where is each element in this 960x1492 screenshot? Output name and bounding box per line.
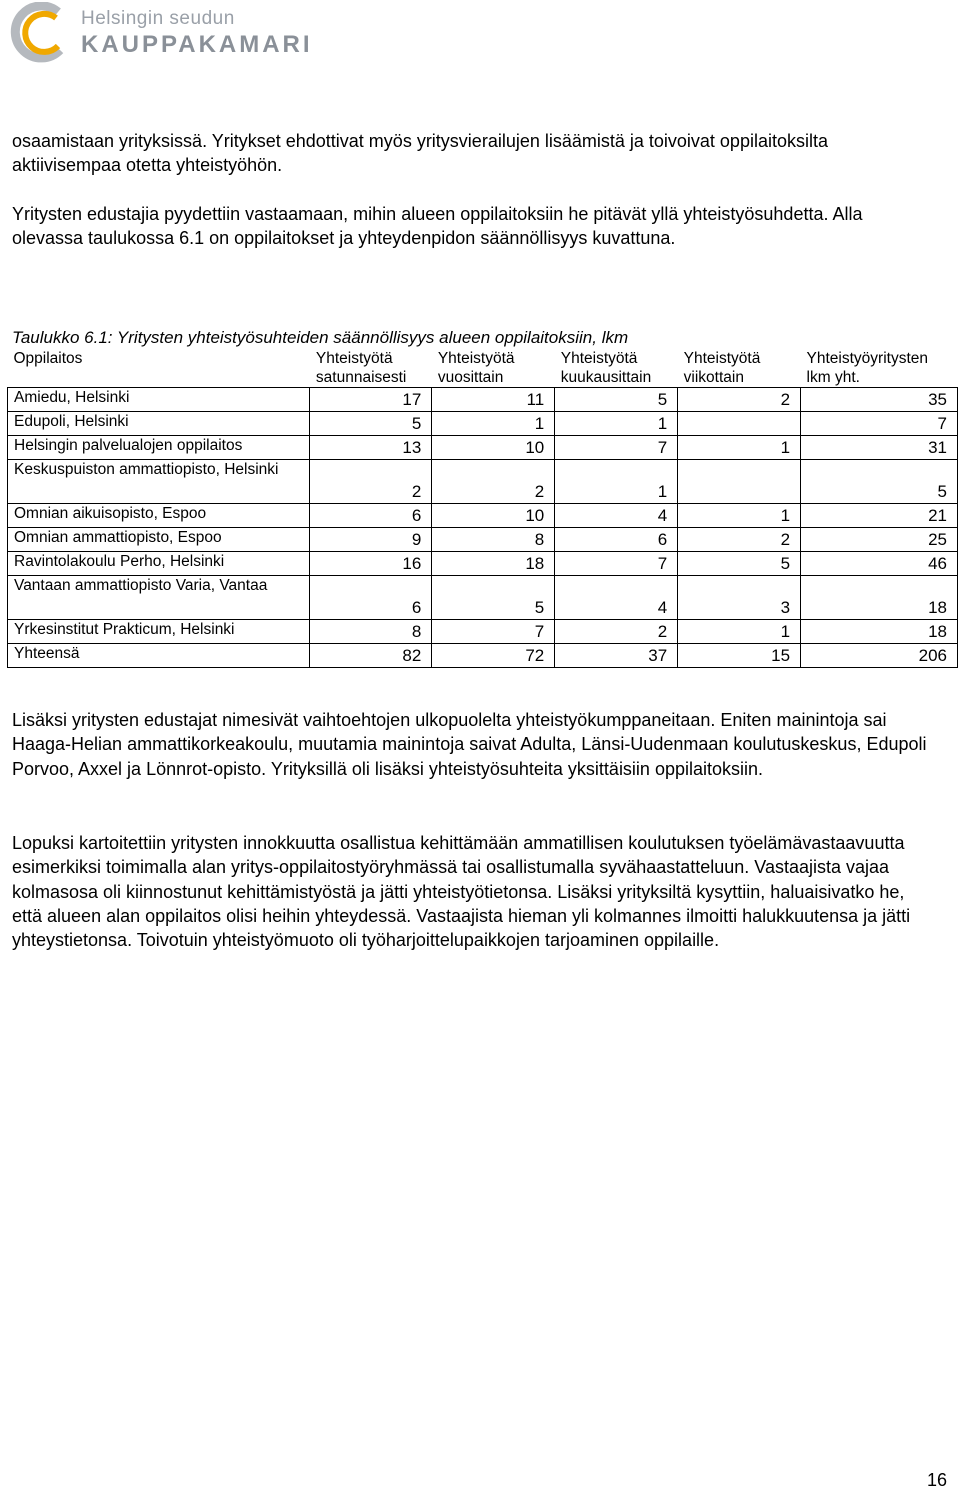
value-cell: 6 xyxy=(310,504,432,528)
table-row xyxy=(8,412,958,436)
value-cell: 8 xyxy=(310,620,432,644)
value-cell: 13 xyxy=(310,436,432,460)
paragraph-2: Yritysten edustajia pyydettiin vastaamaan, mihin alueen oppilaitoksiin he pitävät yllä yhteistyösuhdetta. Alla olevassa taulukossa 6.1 on oppilaitokset ja yhteydenpidon säännöllisyys kuvattuna. xyxy=(12,204,863,249)
value-cell: 9 xyxy=(310,528,432,552)
table-row xyxy=(8,620,958,644)
value-cell: 16 xyxy=(310,552,432,576)
value-cell: 2 xyxy=(310,460,432,504)
table-row xyxy=(8,644,958,668)
value-cell: 5 xyxy=(801,460,958,504)
value-cell: 5 xyxy=(432,576,555,620)
value-cell: 5 xyxy=(310,412,432,436)
table-row xyxy=(8,388,958,412)
col-header: Yhteistyöyritysten lkm yht. xyxy=(806,350,929,386)
school-name: Helsingin palvelualojen oppilaitos xyxy=(8,436,310,460)
value-cell: 5 xyxy=(678,552,801,576)
value-cell: 206 xyxy=(801,644,958,668)
col-header: Yhteistyötä viikottain xyxy=(683,350,761,386)
value-cell: 3 xyxy=(678,576,801,620)
value-cell: 1 xyxy=(555,412,678,436)
value-cell: 18 xyxy=(801,576,958,620)
value-cell: 1 xyxy=(678,436,801,460)
value-cell: 4 xyxy=(555,576,678,620)
col-header: Yhteistyötä satunnaisesti xyxy=(315,350,407,386)
value-cell: 10 xyxy=(432,504,555,528)
school-name: Edupoli, Helsinki xyxy=(8,412,310,436)
value-cell: 1 xyxy=(555,460,678,504)
schools-table xyxy=(7,347,958,668)
value-cell: 10 xyxy=(432,436,555,460)
value-cell: 82 xyxy=(310,644,432,668)
value-cell: 2 xyxy=(678,388,801,412)
col-header: Yhteistyötä kuukausittain xyxy=(560,350,652,386)
school-name: Keskuspuiston ammattiopisto, Helsinki xyxy=(8,460,310,504)
school-name: Omnian aikuisopisto, Espoo xyxy=(8,504,310,528)
value-cell: 18 xyxy=(801,620,958,644)
col-header: Yhteistyötä vuosittain xyxy=(437,350,515,386)
paragraph-3: Lisäksi yritysten edustajat nimesivät vaihtoehtojen ulkopuolelta yhteistyökumppaneitaan. Eniten mainintoja sai Haaga-Helian ammattikorkeakoulu, muutamia mainintoja saivat Adulta, Länsi-Uudenmaan koulutuskeskus, Edupoli Porvoo, Axxel ja Lönnrot-opisto. Yrityksillä oli lisäksi yhteistyösuhteita yksittäisiin oppilaitoksiin. xyxy=(12,710,927,779)
school-name: Yhteensä xyxy=(8,644,310,668)
value-cell: 7 xyxy=(801,412,958,436)
value-cell: 7 xyxy=(432,620,555,644)
col-header: Oppilaitos xyxy=(13,350,83,367)
logo xyxy=(8,2,313,66)
value-cell: 7 xyxy=(555,436,678,460)
value-cell: 1 xyxy=(678,620,801,644)
table-header-row xyxy=(8,347,958,388)
school-name: Yrkesinstitut Prakticum, Helsinki xyxy=(8,620,310,644)
value-cell: 31 xyxy=(801,436,958,460)
paragraph-1: osaamistaan yrityksissä. Yritykset ehdottivat myös yritysvierailujen lisäämistä ja toivoivat oppilaitoksilta aktiivisempaa otetta yhteistyöhön. xyxy=(12,131,828,176)
paragraph-4: Lopuksi kartoitettiin yritysten innokkuutta osallistua kehittämään ammatillisen koulutuksen työelämävastaavuutta esimerkiksi toimimalla alan yritys-oppilaitostyöryhmässä tai osallistumalla syvähaastatteluun. Vastaajista vajaa kolmasosa oli kiinnostunut kehittämistyöstä ja jätti yhteistyötietonsa. Lisäksi yrityksiltä kysyttiin, haluaisivatko he, että alueen alan oppilaitos olisi heihin yhteydessä. Vastaajista hieman yli kolmannes ilmoitti halukkuutensa ja jätti yhteystietonsa. Toivotuin yhteistyömuoto oli työharjoittelupaikkojen tarjoaminen oppilaille. xyxy=(12,833,911,951)
logo-text-line1: Helsingin seudun xyxy=(81,8,235,29)
school-name: Amiedu, Helsinki xyxy=(8,388,310,412)
value-cell: 2 xyxy=(555,620,678,644)
value-cell: 6 xyxy=(310,576,432,620)
value-cell: 35 xyxy=(801,388,958,412)
value-cell: 46 xyxy=(801,552,958,576)
value-cell: 7 xyxy=(555,552,678,576)
value-cell: 72 xyxy=(432,644,555,668)
value-cell: 6 xyxy=(555,528,678,552)
school-name: Omnian ammattiopisto, Espoo xyxy=(8,528,310,552)
table-caption: Taulukko 6.1: Yritysten yhteistyösuhteiden säännöllisyys alueen oppilaitoksiin, lkm xyxy=(12,328,629,347)
value-cell: 1 xyxy=(678,504,801,528)
value-cell xyxy=(678,412,801,436)
value-cell: 17 xyxy=(310,388,432,412)
value-cell: 21 xyxy=(801,504,958,528)
page-number: 16 xyxy=(926,1470,947,1490)
school-name: Ravintolakoulu Perho, Helsinki xyxy=(8,552,310,576)
logo-emblem-icon xyxy=(8,2,74,64)
logo-text-line2: KAUPPAKAMARI xyxy=(81,31,313,58)
value-cell: 25 xyxy=(801,528,958,552)
value-cell: 37 xyxy=(555,644,678,668)
table-row xyxy=(8,460,958,504)
table-row xyxy=(8,576,958,620)
value-cell: 11 xyxy=(432,388,555,412)
value-cell xyxy=(678,460,801,504)
value-cell: 8 xyxy=(432,528,555,552)
table-row xyxy=(8,504,958,528)
value-cell: 2 xyxy=(432,460,555,504)
table-row xyxy=(8,436,958,460)
value-cell: 15 xyxy=(678,644,801,668)
value-cell: 5 xyxy=(555,388,678,412)
value-cell: 1 xyxy=(432,412,555,436)
table-row xyxy=(8,552,958,576)
school-name: Vantaan ammattiopisto Varia, Vantaa xyxy=(8,576,310,620)
value-cell: 4 xyxy=(555,504,678,528)
value-cell: 18 xyxy=(432,552,555,576)
value-cell: 2 xyxy=(678,528,801,552)
table-row xyxy=(8,528,958,552)
